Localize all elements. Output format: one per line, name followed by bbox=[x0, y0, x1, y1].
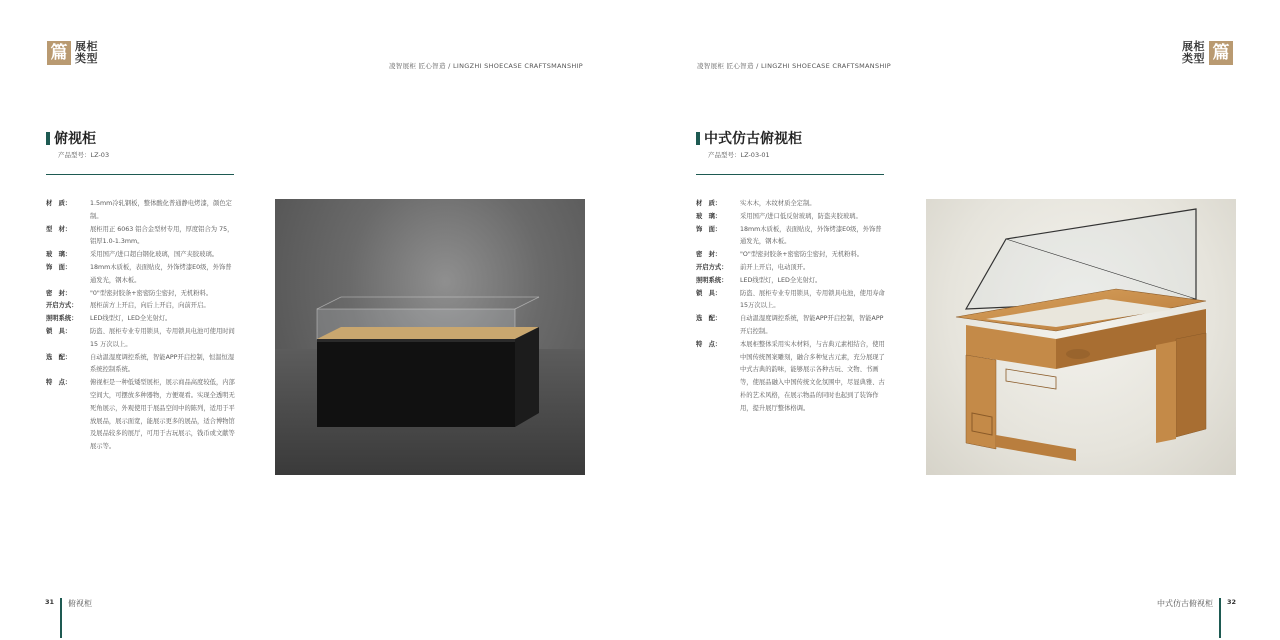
badge-line-1: 展柜 bbox=[1182, 40, 1205, 53]
spec-row bbox=[46, 198, 236, 224]
spec-label: 锁 具： bbox=[46, 327, 72, 335]
page-number: 31 bbox=[45, 598, 55, 606]
footer bbox=[45, 598, 92, 638]
model-number: 产品型号：LZ-03-01 bbox=[708, 151, 770, 159]
page-title: 中式仿古俯视柜 bbox=[704, 131, 802, 147]
spec-value: 防盗、展柜专业专用锁具，专用锁具电池可使用时间 15 万次以上。 bbox=[90, 327, 235, 348]
badge-char: 篇 bbox=[47, 41, 71, 65]
spec-value: 展柜前方上开启，向后上开启，向前开启。 bbox=[90, 302, 210, 310]
spec-label: 饰 面： bbox=[696, 225, 722, 233]
badge-char: 篇 bbox=[1209, 41, 1233, 65]
spec-value: 实木木，木纹材质全定制。 bbox=[740, 200, 816, 207]
footer-label: 俯视柜 bbox=[68, 599, 93, 608]
spec-label: 照明系统： bbox=[46, 315, 78, 323]
spec-row bbox=[696, 313, 886, 339]
spec-value: 自动温湿度调控系统，智能APP开启控制，智能APP开启控制。 bbox=[740, 315, 884, 335]
spec-label: 开启方式： bbox=[46, 302, 78, 310]
spec-label: 型 材： bbox=[46, 225, 72, 233]
title-divider bbox=[696, 174, 884, 175]
spec-row bbox=[46, 326, 236, 352]
black-showcase-illustration bbox=[275, 199, 585, 475]
product-photo bbox=[926, 199, 1236, 475]
spec-value: LED线型灯，LED全光射灯。 bbox=[90, 315, 172, 323]
spec-label: 选 配： bbox=[696, 315, 722, 323]
badge-line-1: 展柜 bbox=[75, 40, 98, 53]
spec-row bbox=[696, 198, 886, 211]
spec-row bbox=[46, 224, 236, 250]
footer-divider bbox=[1219, 598, 1221, 638]
footer bbox=[1157, 598, 1236, 638]
spec-label: 开启方式： bbox=[696, 263, 728, 271]
spec-label: 材 质： bbox=[696, 200, 722, 207]
title-bar bbox=[696, 132, 700, 145]
spec-label: 玻 璃： bbox=[46, 251, 72, 259]
spec-row bbox=[696, 249, 886, 262]
header-slogan: 凌智展柜 匠心智造 / LINGZHI SHOECASE CRAFTSMANSHIP bbox=[697, 62, 891, 70]
spec-label: 密 封： bbox=[46, 289, 72, 297]
section-badge bbox=[47, 41, 98, 65]
spec-row bbox=[46, 377, 236, 454]
spec-value: 18mm木质板，表面贴皮，外饰烤漆E0级，外饰普通发光，钢木板。 bbox=[90, 263, 232, 284]
right-page bbox=[640, 0, 1280, 640]
spec-row bbox=[46, 249, 236, 262]
spec-value: 防盗、展柜专业专用锁具，专用锁具电池，使用寿命15万次以上。 bbox=[740, 289, 885, 310]
title-bar bbox=[46, 132, 50, 145]
title-block bbox=[46, 128, 226, 175]
spec-row bbox=[696, 262, 886, 275]
spec-label: 特 点： bbox=[696, 340, 722, 348]
spec-row bbox=[46, 288, 236, 301]
title-block bbox=[696, 128, 876, 175]
spec-value: "O"型密封胶条+密密防尘密封，无机粉料。 bbox=[740, 251, 864, 259]
model-number: 产品型号：LZ-03 bbox=[58, 151, 110, 159]
spec-row bbox=[46, 313, 236, 326]
spec-row bbox=[696, 224, 886, 250]
spec-label: 照明系统： bbox=[696, 276, 728, 284]
footer-divider bbox=[60, 598, 62, 638]
spec-value: 展柜用正 6063 铝合金型材专用，厚度铝合为 75，铝厚1.0-1.3mm。 bbox=[90, 225, 234, 246]
page-number: 32 bbox=[1226, 598, 1236, 606]
spec-row bbox=[46, 352, 236, 378]
spec-label: 密 封： bbox=[696, 251, 722, 259]
spec-label: 特 点： bbox=[46, 379, 72, 387]
spec-row bbox=[696, 211, 886, 224]
spec-value: 采用国产/进口超白钢化玻璃，国产夹胶玻璃。 bbox=[90, 251, 219, 259]
badge-line-2: 类型 bbox=[75, 52, 98, 65]
product-photo bbox=[275, 199, 585, 475]
spec-value: 前开上开启，电动顶开。 bbox=[740, 263, 810, 271]
footer-label: 中式仿古俯视柜 bbox=[1156, 599, 1213, 608]
spec-row bbox=[46, 300, 236, 313]
page-title: 俯视柜 bbox=[54, 131, 96, 147]
spec-value: 采用国产/进口低反射玻璃，防盗夹胶玻璃。 bbox=[740, 212, 862, 220]
spec-label: 锁 具： bbox=[696, 289, 722, 297]
spec-value: "0"型密封胶条+密密防尘密封，无机粉料。 bbox=[90, 289, 213, 297]
spec-list bbox=[46, 198, 236, 454]
spec-row bbox=[696, 288, 886, 314]
spec-value: 18mm木质板，表面贴皮，外饰烤漆E0级，外饰普通发光，钢木板。 bbox=[740, 225, 882, 246]
title-divider bbox=[46, 174, 234, 175]
spec-row bbox=[696, 339, 886, 416]
header-slogan: 凌智展柜 匠心智造 / LINGZHI SHOECASE CRAFTSMANSHIP bbox=[389, 62, 583, 70]
spec-label: 饰 面： bbox=[46, 263, 72, 271]
badge-line-2: 类型 bbox=[1182, 52, 1205, 65]
wooden-showcase-illustration bbox=[926, 199, 1236, 475]
section-badge bbox=[1182, 41, 1233, 65]
spec-value: 1.5mm冷轧钢板，整体酸化普通静电烤漆，颜色定制。 bbox=[90, 200, 232, 220]
spec-label: 选 配： bbox=[46, 353, 72, 361]
spec-value: 俯视柜是一种低矮型展柜，展示商品高度较低，内部空间大，可摆放多种器物，方便观看。实现全透明无死角展示，外观使用于展品空间中的陈列，适用于平放展品，展示面宽，能展示更多的展品，适合博物馆及展品较多的展厅，可用于古玩展示，钱币或文献等展示等。 bbox=[90, 379, 235, 451]
spec-value: LED线型灯，LED全光射灯。 bbox=[740, 276, 822, 284]
spec-label: 材 质： bbox=[46, 200, 72, 207]
spec-value: 自动温湿度调控系统，智能APP开启控制，恒温恒湿系统控制系统。 bbox=[90, 353, 235, 374]
spec-row bbox=[46, 262, 236, 288]
spec-row bbox=[696, 275, 886, 288]
spec-list bbox=[696, 198, 886, 416]
spec-label: 玻 璃： bbox=[696, 212, 722, 220]
spec-value: 本展柜整体采用实木材料，与古典元素相结合，使用中国传统图案雕刻，融合多种复古元素，充分展现了中式古典的韵味，能够展示各种古玩、文物、书画等，使展品融入中国传统文化氛围中，尽显典雅、古朴的艺术风格，在展示物品的同时也起到了装饰作用，提升展厅整体格调。 bbox=[740, 340, 885, 412]
